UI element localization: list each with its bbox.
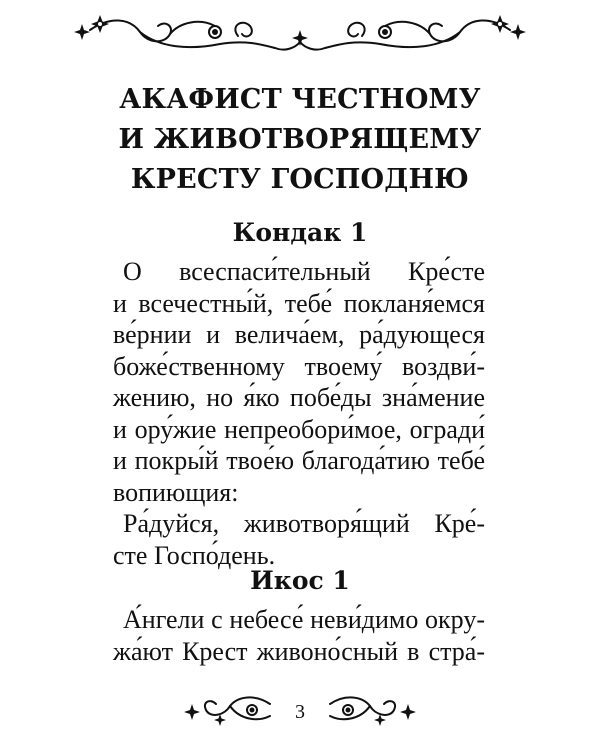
section-body-ikos: [113, 604, 485, 667]
text-line: Ра́дуйся, животворя́щий Кре́-: [123, 509, 485, 538]
bottom-ornament-left: [180, 690, 275, 730]
top-ornament: [70, 8, 530, 58]
title-line: КРЕСТУ ГОСПОДНЮ: [130, 164, 470, 195]
page-number: 3: [295, 701, 305, 723]
title-line: И ЖИВОТВОРЯЩЕМУ: [118, 124, 482, 155]
document-title: [40, 80, 560, 200]
text-line: ве́рнии и велича́ем, ра́дующеся: [113, 320, 485, 349]
text-line: жа́ют Крест живоно́сный в стра́-: [113, 636, 485, 666]
text-line: и ору́жие непреобори́мое, огради́: [113, 414, 485, 444]
bottom-ornament-right: [325, 690, 420, 730]
section-body-kondak: [113, 256, 485, 571]
title-line: АКАФИСТ ЧЕСТНОМУ: [119, 84, 481, 115]
text-line: боже́ственному твоему́ воздви́-: [113, 351, 485, 381]
text-line: О всеспаси́тельный Кре́сте: [123, 257, 485, 286]
text-line: вопиющия:: [113, 477, 239, 507]
text-line: и всечестны́й, тебе́ покланя́емся: [113, 288, 485, 318]
text-line: сте Госпо́день.: [113, 540, 276, 570]
text-line: А́нгели с небесе́ неви́димо окру-: [123, 605, 485, 634]
text-line: жению, но я́ко побе́ды зна́мение: [113, 383, 485, 412]
section-heading-ikos: Икос 1: [250, 566, 350, 595]
section-heading-kondak: Кондак 1: [232, 218, 368, 247]
text-line: и покры́й твое́ю благода́тию тебе́: [113, 446, 485, 475]
